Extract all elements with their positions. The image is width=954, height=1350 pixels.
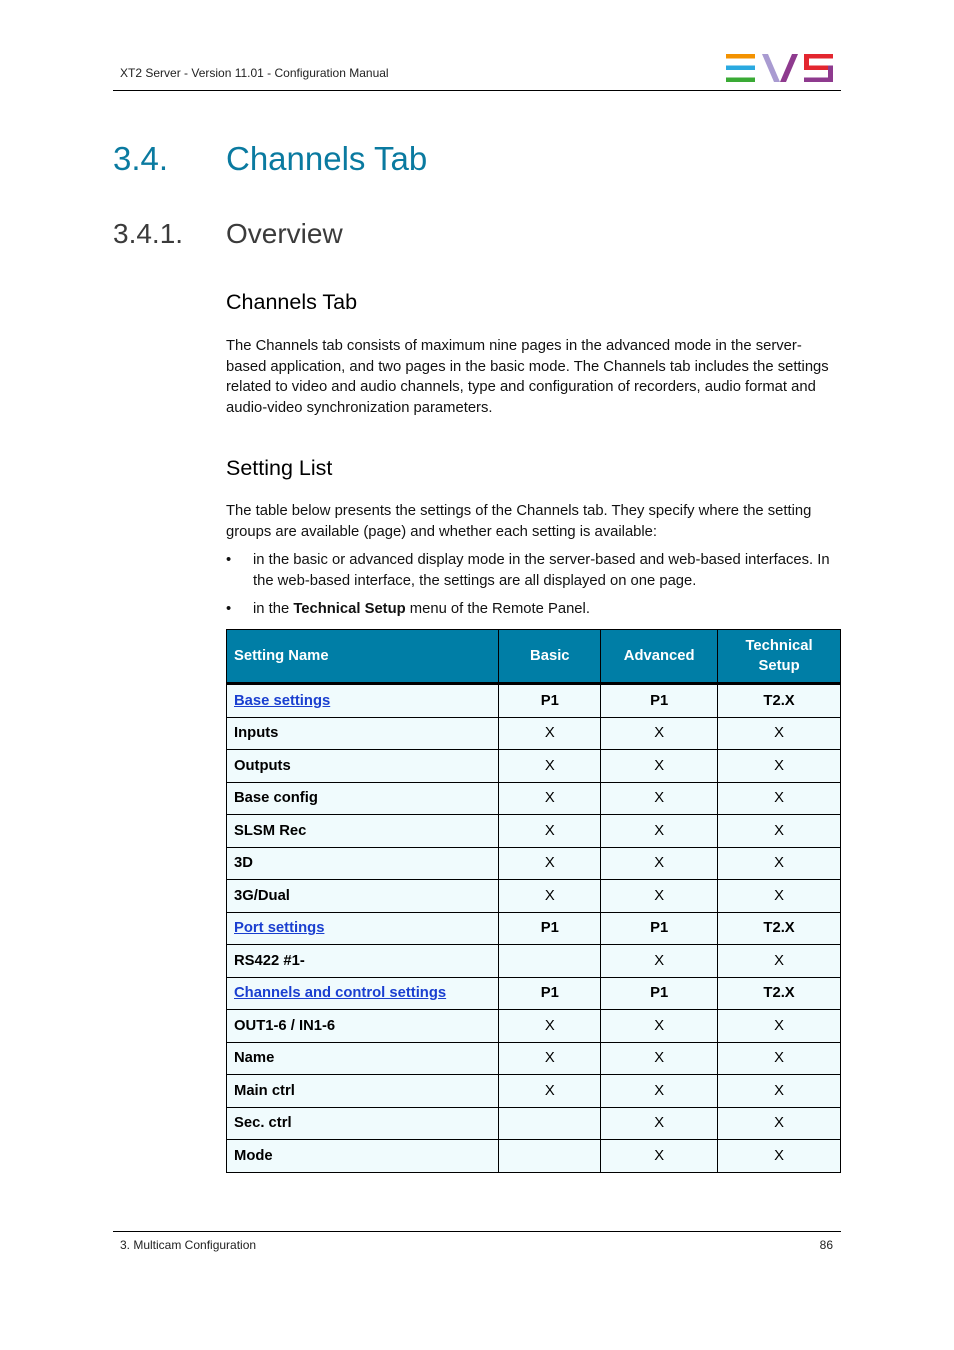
cell-basic: X (499, 782, 601, 815)
cell-technical-setup: X (718, 1042, 841, 1075)
cell-advanced: X (601, 815, 718, 848)
table-row (227, 1107, 841, 1140)
cell-advanced: P1 (601, 977, 718, 1010)
subsection-title: Overview (226, 218, 343, 249)
technical-setup-bold: Technical Setup (293, 601, 406, 617)
cell-setting-name: Sec. ctrl (227, 1107, 499, 1140)
cell-advanced: X (601, 1075, 718, 1108)
table-row (227, 945, 841, 978)
header-setting-name: Setting Name (227, 630, 499, 684)
cell-technical-setup: X (718, 847, 841, 880)
cell-basic: X (499, 815, 601, 848)
cell-technical-setup: X (718, 815, 841, 848)
table-row (227, 717, 841, 750)
cell-advanced: X (601, 717, 718, 750)
cell-advanced: X (601, 847, 718, 880)
table-row (227, 847, 841, 880)
header-technical-setup: Technical Setup (718, 630, 841, 684)
table-row (227, 750, 841, 783)
header-basic: Basic (499, 630, 601, 684)
cell-technical-setup: T2.X (718, 977, 841, 1010)
bullet-text-pre: in the (253, 601, 294, 617)
cell-technical-setup: X (718, 750, 841, 783)
table-row (227, 1140, 841, 1173)
cell-setting-name: Base config (227, 782, 499, 815)
cell-advanced: X (601, 750, 718, 783)
cell-technical-setup: X (718, 782, 841, 815)
table-row (227, 815, 841, 848)
header-divider (113, 90, 841, 91)
settings-table (226, 629, 841, 1173)
footer-divider (113, 1231, 841, 1232)
cell-advanced: X (601, 1042, 718, 1075)
cell-advanced: P1 (601, 684, 718, 718)
table-body (227, 684, 841, 1173)
table-row (227, 1075, 841, 1108)
bullet-text (253, 599, 843, 620)
section-title: Channels Tab (226, 140, 428, 177)
cell-advanced: X (601, 880, 718, 913)
cell-setting-name: Main ctrl (227, 1075, 499, 1108)
page-number: 86 (819, 1238, 833, 1252)
cell-advanced: X (601, 782, 718, 815)
bullet-text: in the basic or advanced display mode in the server-based and web-based interfaces. In the web-based interface, the settings are all displayed on one page. (253, 552, 830, 589)
bullet-symbol: • (226, 601, 232, 617)
setting-group-link[interactable]: Channels and control settings (234, 985, 447, 1002)
cell-setting-name (227, 684, 499, 718)
cell-setting-name: RS422 #1- (227, 945, 499, 978)
setting-list-heading: Setting List (226, 456, 333, 480)
cell-advanced: X (601, 1107, 718, 1140)
setting-list-intro: The table below presents the settings of the Channels tab. They specify where the setting groups are available (page) and whether each setting is available: (226, 503, 812, 540)
cell-technical-setup: T2.X (718, 684, 841, 718)
cell-basic: X (499, 1075, 601, 1108)
table-row (227, 684, 841, 718)
table-header-row (227, 630, 841, 684)
header-title: XT2 Server - Version 11.01 - Configuration Manual (120, 66, 389, 80)
bullet-symbol: • (226, 552, 232, 568)
table-row (227, 782, 841, 815)
cell-advanced: P1 (601, 912, 718, 945)
cell-basic: P1 (499, 977, 601, 1010)
cell-basic (499, 1140, 601, 1173)
table-row (227, 1042, 841, 1075)
cell-basic: X (499, 1010, 601, 1043)
cell-technical-setup: X (718, 1107, 841, 1140)
setting-group-link[interactable]: Port settings (234, 920, 325, 937)
channels-tab-heading: Channels Tab (226, 290, 358, 314)
cell-technical-setup: X (718, 880, 841, 913)
table-row (227, 977, 841, 1010)
cell-technical-setup: X (718, 1140, 841, 1173)
subsection-number: 3.4.1. (113, 218, 184, 249)
cell-basic: X (499, 717, 601, 750)
cell-basic: P1 (499, 684, 601, 718)
cell-setting-name: OUT1-6 / IN1-6 (227, 1010, 499, 1043)
cell-setting-name: Mode (227, 1140, 499, 1173)
cell-technical-setup: T2.X (718, 912, 841, 945)
cell-setting-name: 3D (227, 847, 499, 880)
cell-technical-setup: X (718, 945, 841, 978)
cell-setting-name: Outputs (227, 750, 499, 783)
cell-advanced: X (601, 1010, 718, 1043)
cell-advanced: X (601, 1140, 718, 1173)
section-number: 3.4. (113, 140, 169, 177)
table-row (227, 880, 841, 913)
cell-setting-name: Inputs (227, 717, 499, 750)
cell-technical-setup: X (718, 1075, 841, 1108)
cell-basic: P1 (499, 912, 601, 945)
cell-setting-name: Name (227, 1042, 499, 1075)
setting-group-link[interactable]: Base settings (234, 692, 331, 709)
table-row (227, 912, 841, 945)
table-row (227, 1010, 841, 1043)
evs-logo (726, 54, 834, 82)
cell-setting-name (227, 912, 499, 945)
cell-basic (499, 945, 601, 978)
cell-setting-name: 3G/Dual (227, 880, 499, 913)
cell-basic (499, 1107, 601, 1140)
channels-tab-body: The Channels tab consists of maximum nine pages in the advanced mode in the server-based application, and two pages in the basic mode. The Channels tab includes the settings related to video and audio channels, type and configuration of recorders, audio format and audio-video synchronization parameters. (226, 338, 829, 416)
cell-basic: X (499, 1042, 601, 1075)
cell-basic: X (499, 750, 601, 783)
cell-basic: X (499, 847, 601, 880)
cell-advanced: X (601, 945, 718, 978)
bullet-text-post: menu of the Remote Panel. (405, 601, 590, 617)
header-advanced: Advanced (601, 630, 718, 684)
cell-technical-setup: X (718, 1010, 841, 1043)
cell-technical-setup: X (718, 717, 841, 750)
cell-basic: X (499, 880, 601, 913)
cell-setting-name: SLSM Rec (227, 815, 499, 848)
footer-chapter: 3. Multicam Configuration (120, 1238, 257, 1252)
cell-setting-name (227, 977, 499, 1010)
